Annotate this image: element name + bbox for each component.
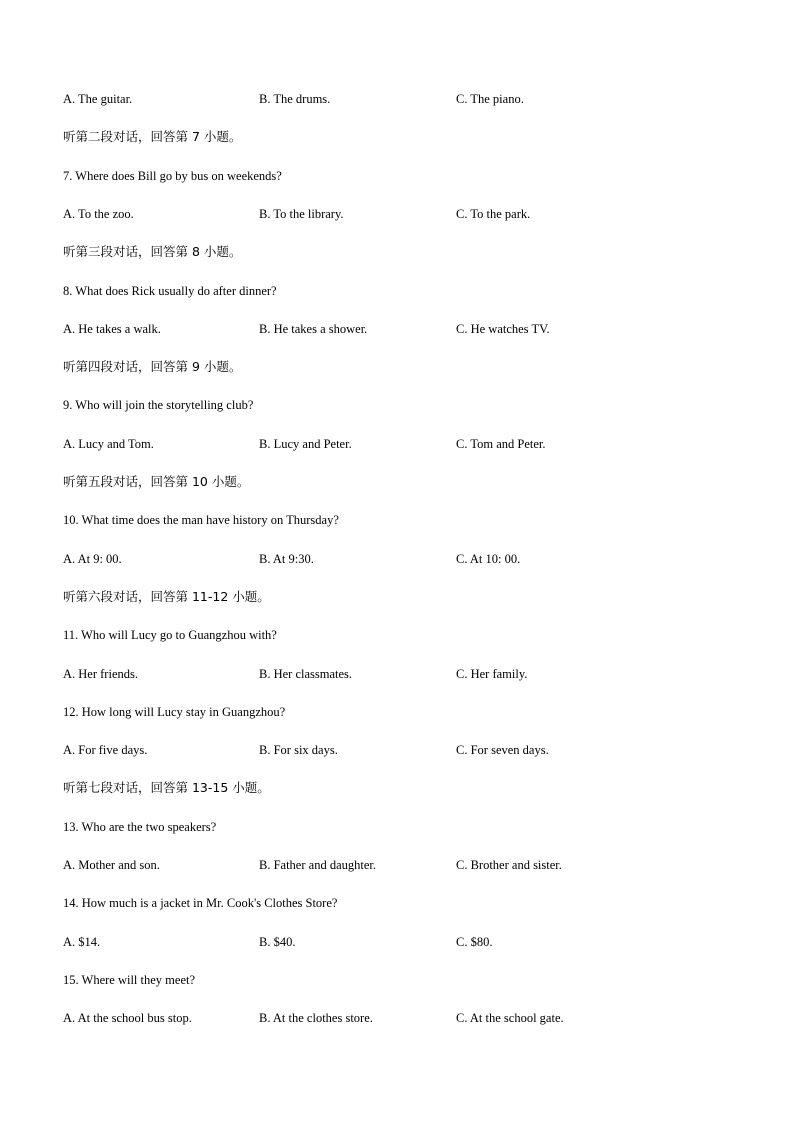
option-c: C. At 10: 00. — [456, 552, 521, 566]
section-instruction: 听第五段对话，回答第 10 小题。 — [63, 474, 250, 489]
answer-options-row — [0, 549, 794, 569]
option-c: C. Tom and Peter. — [456, 437, 546, 451]
answer-options-row — [0, 855, 794, 875]
answer-options-row — [0, 204, 794, 224]
answer-options-row — [0, 664, 794, 684]
question-text: 10. What time does the man have history on Thursday? — [63, 513, 339, 527]
question-text: 7. Where does Bill go by bus on weekends? — [63, 169, 282, 183]
question-text: 8. What does Rick usually do after dinner? — [63, 284, 277, 298]
option-b: B. Lucy and Peter. — [259, 437, 352, 451]
section-instruction: 听第三段对话，回答第 8 小题。 — [63, 244, 242, 259]
option-a: A. The guitar. — [63, 92, 133, 106]
question-text: 14. How much is a jacket in Mr. Cook's Clothes Store? — [63, 896, 338, 910]
answer-options-row — [0, 740, 794, 760]
question-text: 9. Who will join the storytelling club? — [63, 398, 254, 412]
section-instruction: 听第二段对话，回答第 7 小题。 — [63, 129, 242, 144]
option-a: A. Mother and son. — [63, 858, 160, 872]
question-text: 12. How long will Lucy stay in Guangzhou? — [63, 705, 286, 719]
option-b: B. Father and daughter. — [259, 858, 376, 872]
option-a: A. Her friends. — [63, 667, 138, 681]
option-c: C. Brother and sister. — [456, 858, 562, 872]
answer-options-row — [0, 434, 794, 454]
question-text: 11. Who will Lucy go to Guangzhou with? — [63, 628, 277, 642]
answer-options-row — [0, 1008, 794, 1028]
option-a: A. At 9: 00. — [63, 552, 122, 566]
option-c: C. At the school gate. — [456, 1011, 564, 1025]
option-a: A. For five days. — [63, 743, 148, 757]
option-a: A. He takes a walk. — [63, 322, 161, 336]
option-b: B. $40. — [259, 935, 296, 949]
option-a: A. To the zoo. — [63, 207, 134, 221]
option-c: C. $80. — [456, 935, 493, 949]
option-b: B. At 9:30. — [259, 552, 314, 566]
question-text: 13. Who are the two speakers? — [63, 820, 217, 834]
section-instruction: 听第四段对话，回答第 9 小题。 — [63, 359, 242, 374]
option-c: C. He watches TV. — [456, 322, 550, 336]
question-text: 15. Where will they meet? — [63, 973, 196, 987]
section-instruction: 听第七段对话，回答第 13-15 小题。 — [63, 780, 270, 795]
option-a: A. $14. — [63, 935, 101, 949]
option-b: B. To the library. — [259, 207, 344, 221]
answer-options-row — [0, 89, 794, 109]
option-a: A. At the school bus stop. — [63, 1011, 192, 1025]
option-c: C. For seven days. — [456, 743, 549, 757]
option-a: A. Lucy and Tom. — [63, 437, 154, 451]
option-c: C. Her family. — [456, 667, 528, 681]
option-b: B. At the clothes store. — [259, 1011, 373, 1025]
section-instruction: 听第六段对话，回答第 11-12 小题。 — [63, 589, 270, 604]
option-c: C. The piano. — [456, 92, 524, 106]
option-b: B. Her classmates. — [259, 667, 353, 681]
answer-options-row — [0, 319, 794, 339]
option-b: B. He takes a shower. — [259, 322, 368, 336]
option-c: C. To the park. — [456, 207, 531, 221]
option-b: B. For six days. — [259, 743, 338, 757]
option-b: B. The drums. — [259, 92, 331, 106]
answer-options-row — [0, 932, 794, 952]
